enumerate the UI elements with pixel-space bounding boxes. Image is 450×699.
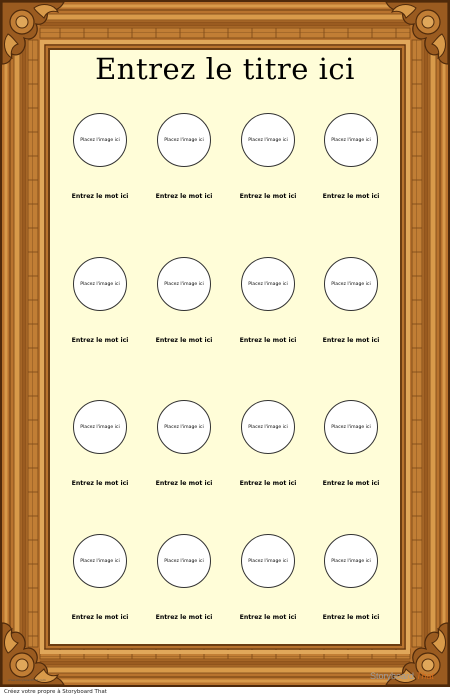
logo-text: Storyboard [370,670,415,681]
small-credit: www.storyboardthat.com [8,678,46,682]
word-label[interactable]: Entrez le mot ici [239,193,297,200]
logo-suffix: That [416,670,435,681]
image-placeholder[interactable]: Placez l'image ici [73,113,127,167]
word-label[interactable]: Entrez le mot ici [239,337,297,344]
image-placeholder[interactable]: Placez l'image ici [324,113,378,167]
word-label[interactable]: Entrez le mot ici [71,614,129,621]
word-label[interactable]: Entrez le mot ici [155,614,213,621]
image-placeholder[interactable]: Placez l'image ici [73,534,127,588]
word-label[interactable]: Entrez le mot ici [239,480,297,487]
word-label[interactable]: Entrez le mot ici [155,193,213,200]
storyboardthat-logo [370,669,434,682]
image-placeholder[interactable]: Placez l'image ici [324,534,378,588]
word-label[interactable]: Entrez le mot ici [71,337,129,344]
image-placeholder[interactable]: Placez l'image ici [73,400,127,454]
image-placeholder[interactable]: Placez l'image ici [241,257,295,311]
image-placeholder[interactable]: Placez l'image ici [241,113,295,167]
word-label[interactable]: Entrez le mot ici [239,614,297,621]
image-placeholder[interactable]: Placez l'image ici [324,400,378,454]
image-placeholder[interactable]: Placez l'image ici [157,257,211,311]
image-placeholder[interactable]: Placez l'image ici [157,400,211,454]
image-placeholder[interactable]: Placez l'image ici [73,257,127,311]
word-label[interactable]: Entrez le mot ici [322,193,380,200]
image-placeholder[interactable]: Placez l'image ici [157,113,211,167]
image-placeholder[interactable]: Placez l'image ici [157,534,211,588]
poster-title[interactable]: Entrez le titre ici [95,52,355,86]
word-label[interactable]: Entrez le mot ici [322,337,380,344]
image-placeholder[interactable]: Placez l'image ici [241,534,295,588]
footer-caption: Créez votre propre à Storyboard That [4,689,107,695]
word-label[interactable]: Entrez le mot ici [155,480,213,487]
word-label[interactable]: Entrez le mot ici [71,480,129,487]
word-label[interactable]: Entrez le mot ici [155,337,213,344]
word-label[interactable]: Entrez le mot ici [322,480,380,487]
image-placeholder[interactable]: Placez l'image ici [324,257,378,311]
image-placeholder[interactable]: Placez l'image ici [241,400,295,454]
word-label[interactable]: Entrez le mot ici [322,614,380,621]
word-label[interactable]: Entrez le mot ici [71,193,129,200]
